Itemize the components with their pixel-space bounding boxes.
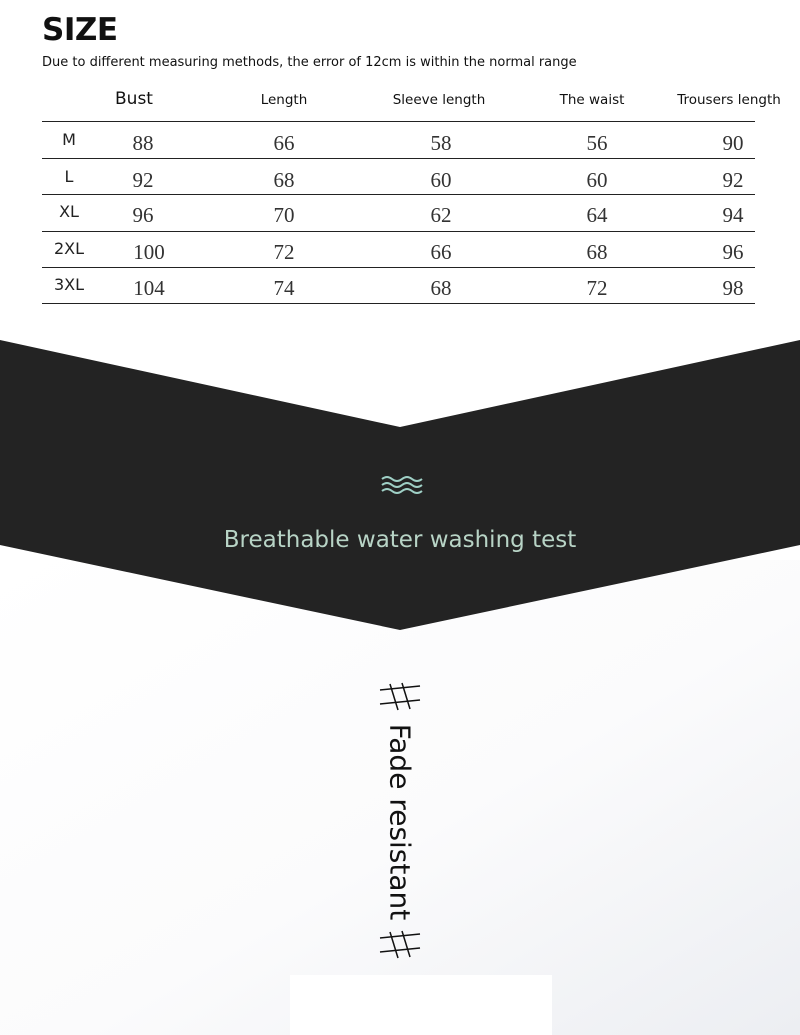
trousers-length-value: 90: [722, 131, 744, 155]
trousers-length-value: 96: [722, 240, 744, 264]
sleeve-length-value: 58: [430, 131, 452, 155]
size-label: XL: [59, 202, 79, 221]
hash-icon: [376, 930, 424, 960]
measurement-note: Due to different measuring methods, the error of 12cm is within the normal range: [42, 55, 577, 70]
bust-value: 96: [132, 203, 154, 227]
size-label: 2XL: [53, 239, 85, 258]
sleeve-length-value: 62: [430, 203, 452, 227]
length-value: 72: [273, 240, 295, 264]
page-title: SIZE: [42, 12, 118, 48]
trousers-length-value: 98: [722, 276, 744, 300]
column-header-sleeve-length: Sleeve length: [392, 92, 486, 108]
bust-value: 104: [133, 276, 165, 300]
size-label: M: [62, 130, 76, 149]
sleeve-length-value: 68: [430, 276, 452, 300]
length-value: 66: [273, 131, 295, 155]
column-header-waist: The waist: [559, 92, 625, 108]
bust-value: 92: [132, 168, 154, 192]
fade-resistant-label: Fade resistant: [383, 723, 417, 921]
column-header-bust: Bust: [115, 89, 153, 109]
length-value: 70: [273, 203, 295, 227]
water-wave-icon: [380, 474, 424, 496]
bust-value: 100: [133, 240, 165, 264]
waist-value: 56: [586, 131, 608, 155]
bust-value: 88: [132, 131, 154, 155]
trousers-length-value: 92: [722, 168, 744, 192]
column-header-trousers-length: Trousers length: [677, 92, 781, 108]
size-label: 3XL: [53, 275, 85, 294]
sleeve-length-value: 66: [430, 240, 452, 264]
trousers-length-value: 94: [722, 203, 744, 227]
length-value: 68: [273, 168, 295, 192]
waist-value: 72: [586, 276, 608, 300]
waist-value: 60: [586, 168, 608, 192]
column-header-length: Length: [260, 92, 308, 108]
waist-value: 64: [586, 203, 608, 227]
length-value: 74: [273, 276, 295, 300]
hash-icon: [376, 682, 424, 712]
sleeve-length-value: 60: [430, 168, 452, 192]
band-heading: Breathable water washing test: [223, 527, 577, 553]
waist-value: 68: [586, 240, 608, 264]
size-label: L: [64, 167, 74, 186]
